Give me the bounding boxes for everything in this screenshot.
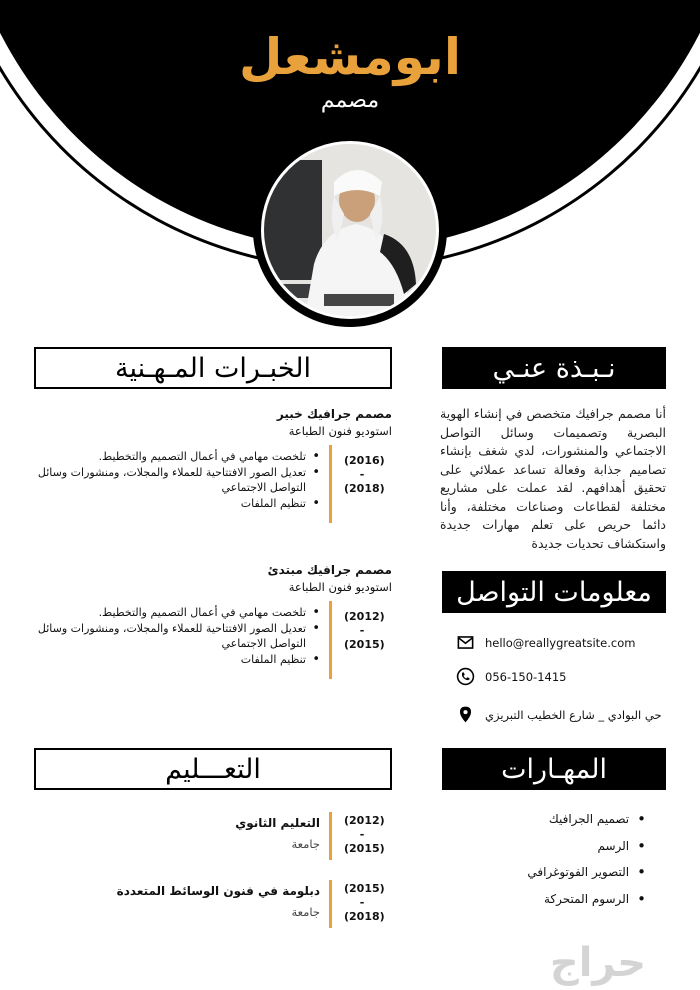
contact-email[interactable]: hello@reallygreatsite.com [485,635,636,650]
about-text: أنا مصمم جرافيك متخصص في إنشاء الهوية البصرية وتصميمات وسائل التواصل الاجتماعي والمنشورات، لدي شغف بإنشاء تصاميم جذابة وفعالة تساعد عملائي على تحقيق أهدافهم. لقد عملت على مشاريع مختلفة لقطاعات وصناعات مختلفة، وأنا دائما حريص على تعلم مهارات جديدة واستكشاف تحديات جديدة [440,406,666,551]
map-pin-icon [456,705,475,724]
job-task: • تلخصت مهامي في أعمال التصميم والتخطيط. [30,449,320,465]
job-task: • تنظيم الملفات [30,652,320,668]
skill-item: • تصميم الجرافيك [446,806,646,833]
job-end-year: (2018) [344,482,385,495]
timeline-bar [329,445,332,523]
contact-phone[interactable]: 056-150-1415 [485,669,567,684]
job-title: مصمم جرافيك مبتدئ [267,563,392,577]
education-dates [344,814,385,856]
contact-address: حي البوادي _ شارع الخطيب التبريزي [485,707,662,722]
job-end-year: (2015) [344,638,385,651]
date-separator: - [359,828,365,841]
timeline-bar [329,812,332,860]
skill-item: • التصوير الفوتوغرافي [446,859,646,886]
timeline-bar [329,880,332,928]
phone-icon [456,667,475,686]
job-dates [344,454,385,496]
about-title: نـبـذة عنـي [442,347,666,389]
job-start-year: (2012) [344,610,385,623]
skill-item: • الرسم [446,833,646,860]
skills-title: المهـارات [442,748,666,790]
watermark-logo: حراج [549,940,647,986]
person-name: ابومشعل [239,28,461,86]
education-dates [344,882,385,924]
job-start-year: (2016) [344,454,385,467]
education-entry [36,880,392,936]
education-title: التعـــليم [34,748,392,790]
contact-title: معلومات التواصل [442,571,666,613]
education-end-year: (2015) [344,842,385,855]
job-entry [36,407,392,537]
job-entry [36,563,392,693]
skills-list [446,806,646,912]
contact-email-row [456,633,635,652]
contact-phone-row [456,667,566,686]
education-institution: جامعة [291,905,320,919]
education-start-year: (2012) [344,814,385,827]
job-company: استوديو فنون الطباعة [288,424,392,438]
job-tasks [30,605,320,667]
job-dates [344,610,385,652]
job-title: مصمم جرافيك خبير [276,407,392,421]
envelope-icon [456,633,475,652]
date-separator: - [359,896,365,909]
skill-item: • الرسوم المتحركة [446,886,646,913]
job-task: • تعديل الصور الافتتاحية للعملاء والمجلات، ومنشورات وسائل التواصل الاجتماعي [30,621,320,652]
education-entry [36,812,392,868]
education-start-year: (2015) [344,882,385,895]
contact-address-row [456,705,662,724]
job-task: • تنظيم الملفات [30,496,320,512]
timeline-bar [329,601,332,679]
job-tasks [30,449,320,511]
date-separator: - [359,624,365,637]
education-title: التعليم الثانوي [235,816,320,830]
profile-photo [261,141,439,319]
job-company: استوديو فنون الطباعة [288,580,392,594]
date-separator: - [359,468,365,481]
education-institution: جامعة [291,837,320,851]
experience-title: الخبـرات المـهـنية [34,347,392,389]
education-title: دبلومة في فنون الوسائط المتعددة [116,884,320,898]
job-task: • تلخصت مهامي في أعمال التصميم والتخطيط. [30,605,320,621]
education-end-year: (2018) [344,910,385,923]
job-task: • تعديل الصور الافتتاحية للعملاء والمجلات، ومنشورات وسائل التواصل الاجتماعي [30,465,320,496]
person-role: مصمم [320,88,380,113]
